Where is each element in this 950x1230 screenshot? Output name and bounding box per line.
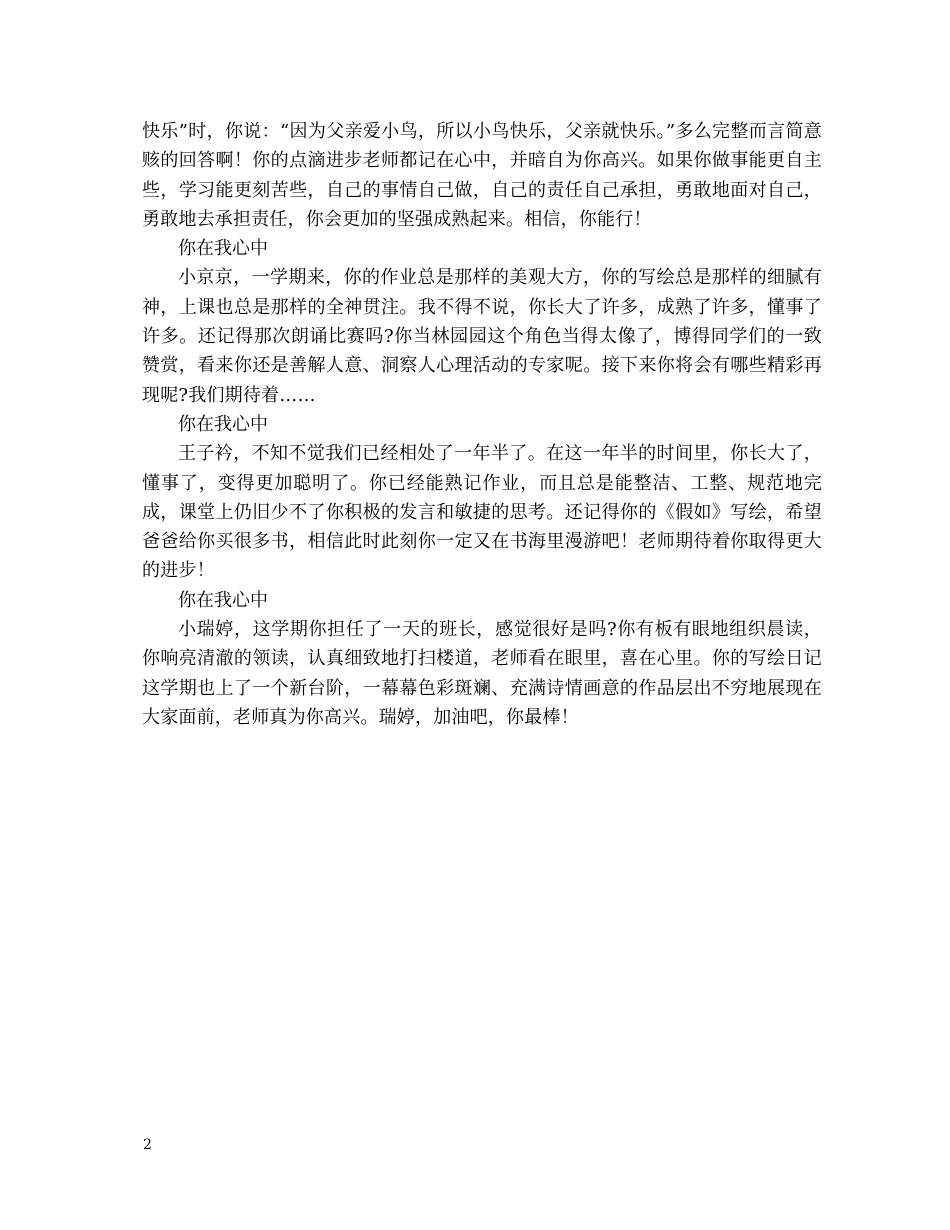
section-body-1: 小京京，一学期来，你的作业总是那样的美观大方，你的写绘总是那样的细腻有神，上课也总是那样的全神贯注。我不得不说，你长大了许多，成熟了许多，懂事了许多。还记得那次朗诵比赛吗?你当林园园这个角色当得太像了，博得同学们的一致赞赏，看来你还是善解人意、洞察人心理活动的专家呢。接下来你将会有哪些精彩再现呢?我们期待着…… <box>142 267 822 406</box>
document-body <box>142 117 822 732</box>
section-heading-1: 你在我心中 <box>178 238 268 260</box>
page-number: 2 <box>143 1137 152 1153</box>
section-body-2: 王子衿，不知不觉我们已经相处了一年半了。在这一年半的时间里，你长大了，懂事了，变得更加聪明了。你已经能熟记作业，而且总是能整洁、工整、规范地完成，课堂上仍旧少不了你积极的发言和敏捷的思考。还记得你的《假如》写绘，希望爸爸给你买很多书，相信此时此刻你一定又在书海里漫游吧！老师期待着你取得更大的进步！ <box>142 443 822 582</box>
section-heading-2: 你在我心中 <box>178 413 268 435</box>
section-heading-3: 你在我心中 <box>178 589 268 611</box>
section-body-3: 小瑞婷，这学期你担任了一天的班长，感觉很好是吗?你有板有眼地组织晨读，你响亮清澈的领读，认真细致地打扫楼道，老师看在眼里，喜在心里。你的写绘日记这学期也上了一个新台阶，一幕幕色彩斑斓、充满诗情画意的作品层出不穷地展现在大家面前，老师真为你高兴。瑞婷，加油吧，你最棒！ <box>142 619 822 728</box>
intro-paragraph: 快乐”时，你说：“因为父亲爱小鸟，所以小鸟快乐，父亲就快乐。”多么完整而言简意赅的回答啊！你的点滴进步老师都记在心中，并暗自为你高兴。如果你做事能更自主些，学习能更刻苦些，自己的事情自己做，自己的责任自己承担，勇敢地面对自己，勇敢地去承担责任，你会更加的坚强成熟起来。相信，你能行！ <box>142 121 822 230</box>
